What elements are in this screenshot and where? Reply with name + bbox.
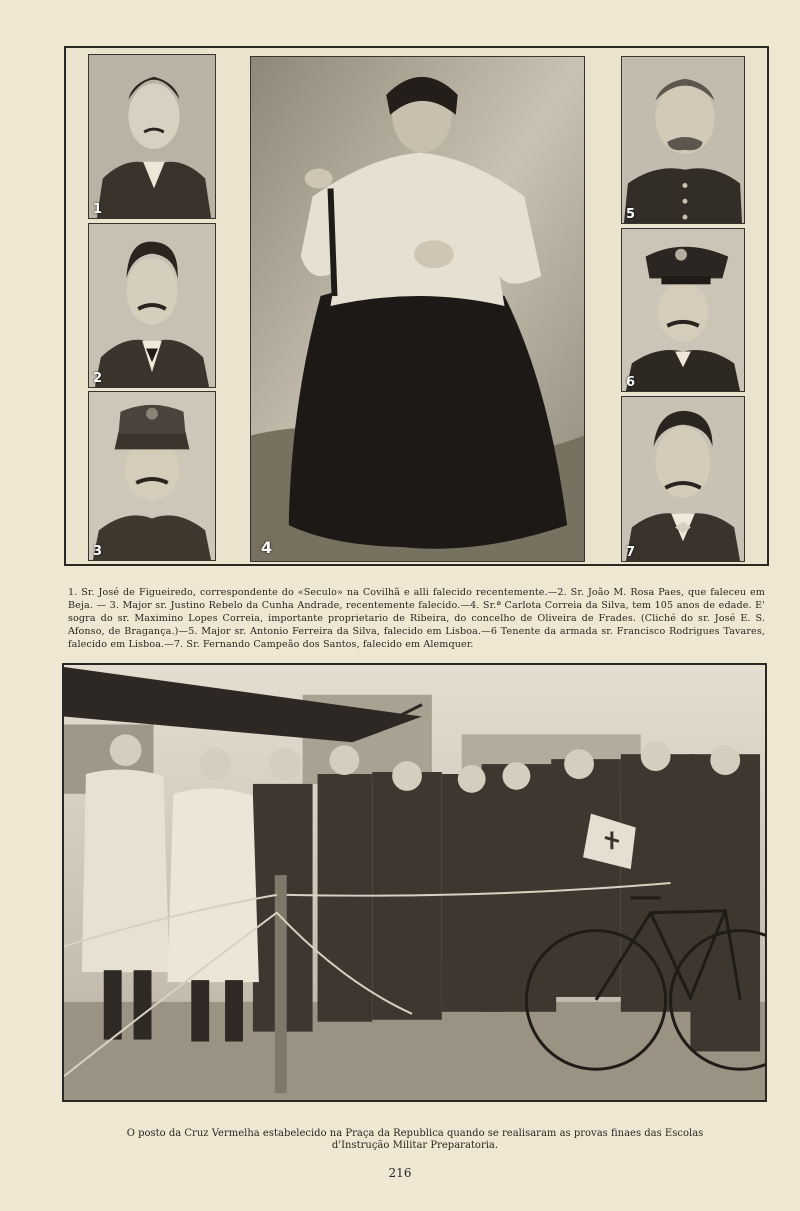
red-cross-caption xyxy=(70,1128,760,1152)
caption-line-1: O posto da Cruz Vermelha estabelecido na Praça da Republica quando se realisaram as provas finaes das Escolas xyxy=(126,1128,704,1139)
photo-number: 5 xyxy=(626,207,636,222)
photo-number: 6 xyxy=(626,375,636,390)
portrait-3 xyxy=(88,391,216,561)
portrait-grid xyxy=(64,46,769,566)
caption-line-2: d'Instrução Militar Preparatoria. xyxy=(331,1140,499,1151)
photo-number: 4 xyxy=(261,538,273,557)
page-number: 216 xyxy=(388,1166,412,1180)
portrait-4 xyxy=(250,56,585,562)
portrait-6 xyxy=(621,228,745,392)
photo-number: 2 xyxy=(93,371,103,386)
photo-number: 1 xyxy=(93,202,103,217)
red-cross-post-photo xyxy=(62,663,767,1102)
portrait-5 xyxy=(621,56,745,224)
photo-number: 3 xyxy=(93,544,103,559)
portrait-2 xyxy=(88,223,216,388)
portrait-1 xyxy=(88,54,216,219)
portrait-7 xyxy=(621,396,745,562)
photo-number: 7 xyxy=(626,545,636,560)
portraits-caption: 1. Sr. José de Figueiredo, correspondente do «Seculo» na Covilhã e alli falecido recentemente.—2. Sr. João M. Rosa Paes, que faleceu em Beja. — 3. Major sr. Justino Rebelo da Cunha Andrade, recentemente falecido.—4. Sr.ª Carlota Correia da Silva, tem 105 anos de edade. E' sogra do sr. Maximino Lopes Correia, importante proprietario de Ribeira, do concelho de Oliveira de Frades. (Cliché do sr. José E. S. Afonso, de Bragança.)—5. Major sr. Antonio Ferreira da Silva, falecido em Lisboa.—6 Tenente da armada sr. Francisco Rodrigues Tavares, falecido em Lisboa.—7. Sr. Fernando Campeão dos Santos, falecido em Alemquer. xyxy=(68,587,765,650)
